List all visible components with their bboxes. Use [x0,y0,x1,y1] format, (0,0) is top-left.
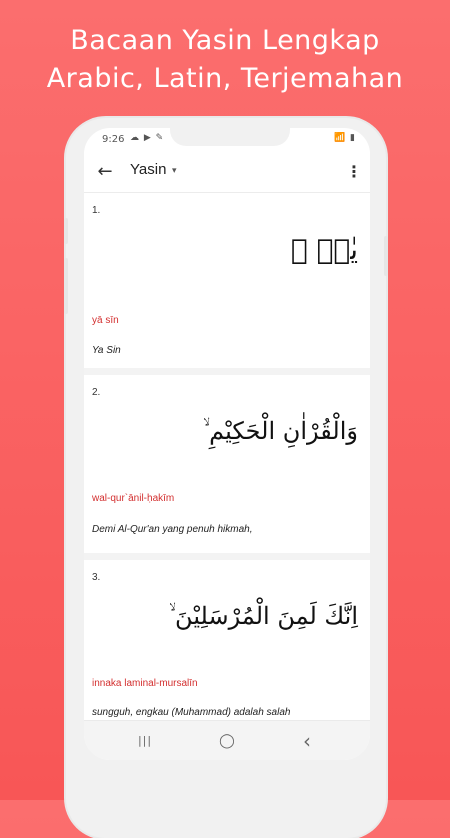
promo-title-line1: Bacaan Yasin Lengkap [70,25,380,56]
phone-side-button [384,236,388,276]
promo-title-line2: Arabic, Latin, Terjemahan [46,63,404,94]
ayah-card[interactable] [84,375,370,553]
ayah-latin: wal-qur`ānil-ḥakīm [92,493,175,504]
phone-notch [170,118,290,146]
ayah-number: 3. [92,572,101,583]
notification-icons: ☁ ▶ ✎ [130,133,165,143]
signal-battery-icons: 📶 ▮ [333,133,356,143]
promo-headline [0,22,450,98]
more-options-icon[interactable]: ⋮ [346,162,362,181]
phone-screen [84,128,370,760]
ayah-latin: yā sīn [92,315,119,326]
ayah-latin: innaka laminal-mursalīn [92,678,198,689]
ayah-arabic: وَالْقُرْاٰنِ الْحَكِيْمِ ۙ [203,417,358,445]
chevron-down-icon[interactable]: ▾ [172,166,177,176]
phone-side-button [64,218,68,244]
back-arrow-icon[interactable]: ← [97,161,113,182]
ayah-list[interactable] [84,193,370,720]
ayah-number: 1. [92,205,101,216]
ayah-number: 2. [92,387,101,398]
nav-back-icon[interactable]: ‹ [303,729,311,753]
status-time: 9:26 [102,134,125,145]
recents-icon[interactable]: ||| [137,734,153,747]
surah-title[interactable]: Yasin [130,161,167,178]
ayah-card[interactable] [84,193,370,368]
ayah-translation: Ya Sin [92,345,121,356]
ayah-translation: Demi Al-Qur'an yang penuh hikmah, [92,524,253,535]
phone-side-button [64,258,68,314]
ayah-arabic: اِنَّكَ لَمِنَ الْمُرْسَلِيْنَ ۙ [169,602,358,630]
system-nav-bar [84,720,370,760]
home-icon[interactable]: ◯ [219,733,235,749]
app-bar [84,152,370,193]
ayah-translation: sungguh, engkau (Muhammad) adalah salah [92,707,291,718]
ayah-arabic: يٰسۤ ۚ [290,233,358,266]
ayah-card[interactable] [84,560,370,720]
